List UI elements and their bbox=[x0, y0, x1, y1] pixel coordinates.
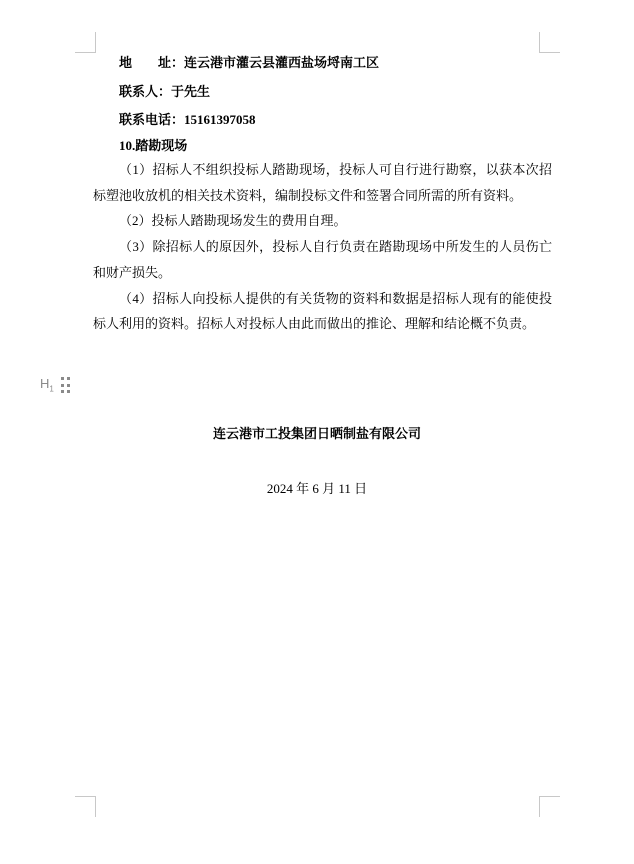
drag-handle-icon[interactable] bbox=[61, 377, 71, 393]
contact-block bbox=[119, 49, 379, 135]
drag-handle-dot bbox=[67, 390, 70, 393]
heading-badge-level: 1 bbox=[49, 384, 54, 394]
margin-crop-mark-top-right bbox=[539, 32, 560, 53]
heading-badge-letter: H bbox=[40, 376, 50, 391]
margin-crop-mark-top-left bbox=[75, 32, 96, 53]
editor-gutter bbox=[40, 377, 70, 394]
address-line: 地 址：连云港市灌云县灌西盐场埒南工区 bbox=[119, 55, 380, 70]
drag-handle-dot bbox=[61, 390, 64, 393]
section-paragraph-1: （1）招标人不组织投标人踏勘现场，投标人可自行进行勘察，以获本次招标塑池收放机的相关技术资料，编制投标文件和签署合同所需的所有资料。 bbox=[93, 162, 552, 203]
section-paragraph-4: （4）招标人向投标人提供的有关货物的资料和数据是招标人现有的能使投标人利用的资料。招标人对投标人由此而做出的推论、理解和结论概不负责。 bbox=[93, 290, 552, 332]
signature-date: 2024 年 6 月 11 日 bbox=[266, 481, 368, 496]
drag-handle-dot bbox=[67, 384, 70, 387]
signature-company: 连云港市工投集团日晒制盐有限公司 bbox=[212, 426, 421, 441]
margin-crop-mark-bottom-right bbox=[539, 796, 560, 817]
drag-handle-dot bbox=[61, 384, 64, 387]
section-paragraphs bbox=[93, 157, 552, 337]
heading-level-icon[interactable] bbox=[40, 377, 54, 394]
contact-phone-line: 联系电话：15161397058 bbox=[119, 112, 256, 127]
margin-crop-mark-bottom-left bbox=[75, 796, 96, 817]
section-heading: 10.踏勘现场 bbox=[119, 138, 188, 153]
drag-handle-dot bbox=[61, 377, 64, 380]
section-paragraph-2: （2）投标人踏勘现场发生的费用自理。 bbox=[119, 213, 347, 229]
contact-person-line: 联系人：于先生 bbox=[119, 83, 211, 99]
section-paragraph-3: （3）除招标人的原因外，投标人自行负责在踏勘现场中所发生的人员伤亡和财产损失。 bbox=[93, 239, 552, 280]
drag-handle-dot bbox=[67, 377, 70, 380]
